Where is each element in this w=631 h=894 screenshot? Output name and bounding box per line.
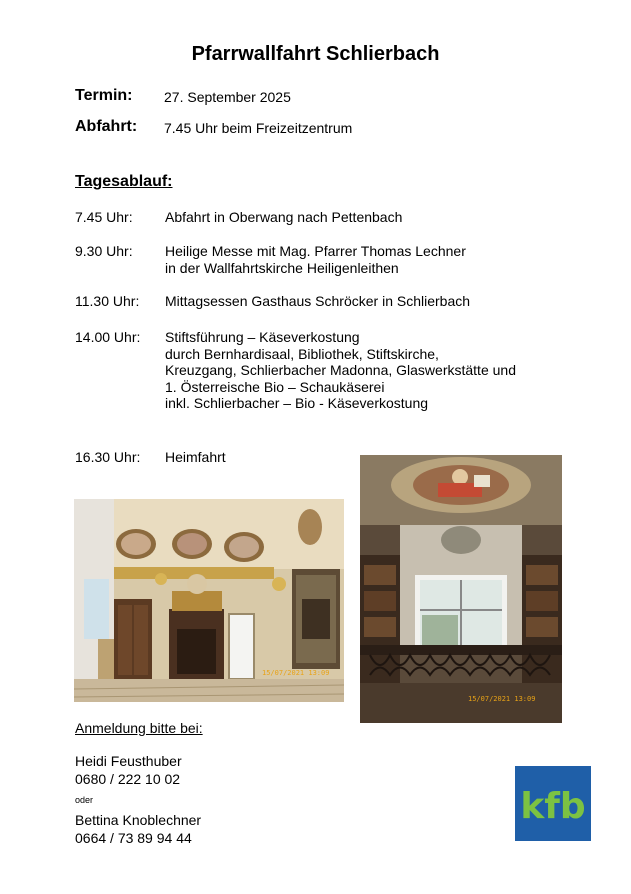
contact1-phone: 0680 / 222 10 02 [75, 771, 181, 787]
abfahrt-label: Abfahrt: [75, 118, 138, 135]
contact2-phone: 0664 / 73 89 94 44 [75, 830, 192, 846]
schedule-line: 1. Österreische Bio – Schaukäserei [165, 378, 385, 395]
registration-heading: Anmeldung bitte bei: [75, 720, 203, 736]
schedule-line: inkl. Schlierbacher – Bio - Käseverkostung [165, 395, 429, 411]
schedule-text [165, 329, 516, 412]
photo-library [360, 455, 562, 723]
schedule-time: 16.30 Uhr: [75, 449, 141, 465]
schedule-time: 11.30 Uhr: [75, 293, 140, 309]
schedule-line: durch Bernhardisaal, Bibliothek, Stiftskirche, [165, 345, 439, 362]
schedule-line: Abfahrt in Oberwang nach Pettenbach [165, 209, 403, 225]
photo-bernhardisaal [74, 499, 344, 702]
page-title: Pfarrwallfahrt Schlierbach [191, 43, 440, 65]
or-label: oder [75, 795, 94, 805]
tagesablauf-heading: Tagesablauf: [75, 173, 173, 190]
kfb-logo [515, 766, 591, 841]
schedule-line: Heimfahrt [165, 449, 226, 465]
schedule-line: Mittagsessen Gasthaus Schröcker in Schlierbach [165, 293, 471, 309]
schedule-text [165, 209, 402, 226]
abfahrt-value: 7.45 Uhr beim Freizeitzentrum [164, 120, 353, 136]
schedule-text [165, 293, 470, 310]
photo-timestamp: 15/07/2021 13:09 [468, 695, 536, 703]
kfb-logo-text: kfb [520, 786, 586, 827]
photo-timestamp: 15/07/2021 13:09 [262, 669, 330, 677]
schedule-time: 9.30 Uhr: [75, 243, 133, 259]
termin-label: Termin: [75, 87, 133, 104]
schedule-text [165, 243, 466, 276]
schedule-time: 7.45 Uhr: [75, 209, 133, 225]
schedule-line: in der Wallfahrtskirche Heiligenleithen [165, 259, 399, 276]
contact2-name: Bettina Knoblechner [75, 812, 202, 828]
schedule-line: Stiftsführung – Käseverkostung [165, 329, 360, 345]
schedule-line: Kreuzgang, Schlierbacher Madonna, Glaswerkstätte und [165, 362, 516, 378]
library-image [360, 455, 562, 723]
schedule-line: Heilige Messe mit Mag. Pfarrer Thomas Lechner [165, 243, 466, 259]
contact1-name: Heidi Feusthuber [75, 753, 182, 769]
schedule-text [165, 449, 226, 466]
kfb-logo-image [515, 766, 591, 841]
termin-value: 27. September 2025 [164, 89, 291, 105]
schedule-time: 14.00 Uhr: [75, 329, 141, 345]
